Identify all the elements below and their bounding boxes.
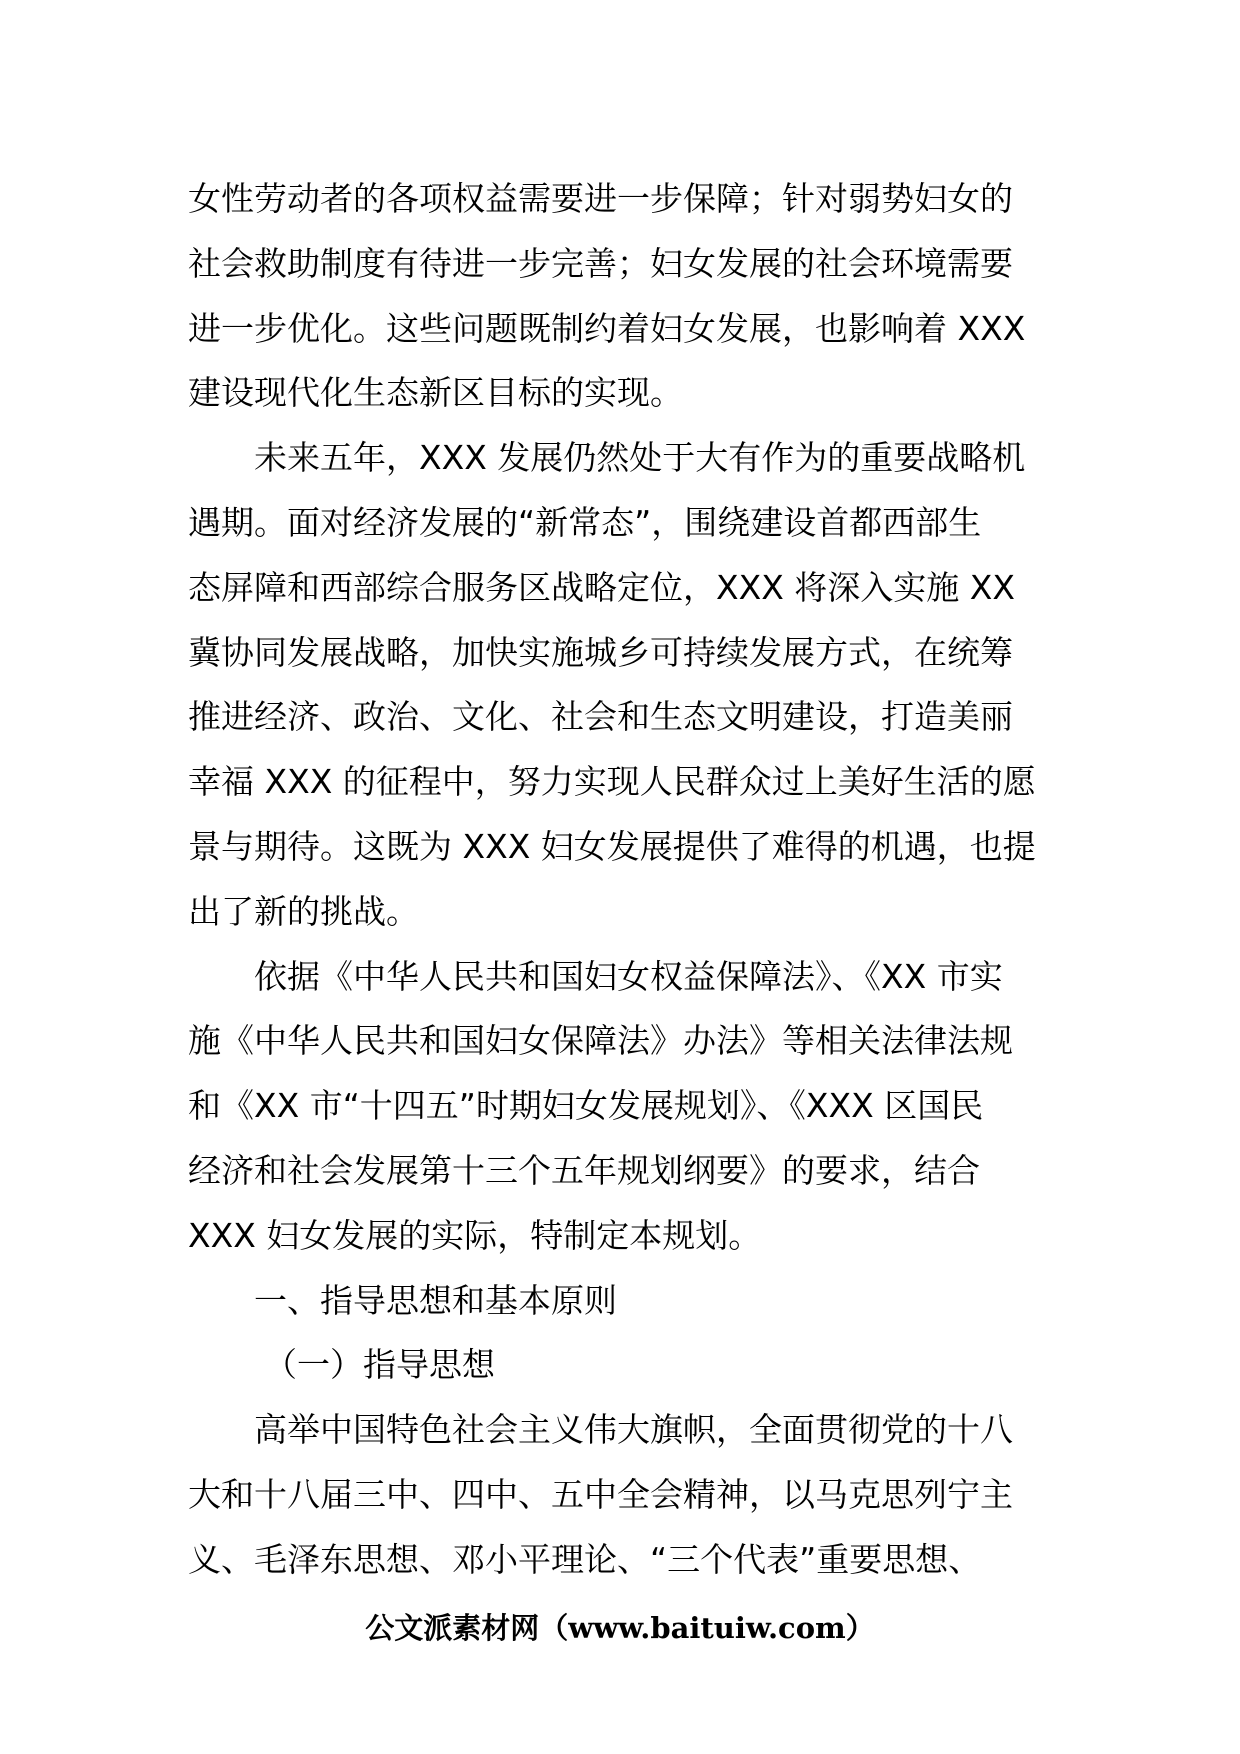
text-line: 经济和社会发展第十三个五年规划纲要》的要求，结合 <box>188 1150 980 1190</box>
text-line: 社会救助制度有待进一步完善；妇女发展的社会环境需要 <box>188 243 1013 283</box>
section-heading: 一、指导思想和基本原则 <box>254 1280 617 1320</box>
text-line: 施《中华人民共和国妇女保障法》办法》等相关法律法规 <box>188 1021 1013 1061</box>
text-line: 进一步优化。这些问题既制约着妇女发展，也影响着 XXX <box>188 308 1026 348</box>
paragraph-start-line: 未来五年，XXX 发展仍然处于大有作为的重要战略机 <box>254 438 1026 478</box>
text-line: 出了新的挑战。 <box>188 891 419 931</box>
footer-watermark: 公文派素材网（www.baituiw.com） <box>365 1611 875 1645</box>
text-line: 推进经济、政治、文化、社会和生态文明建设，打造美丽 <box>188 697 1013 737</box>
text-line: 大和十八届三中、四中、五中全会精神，以马克思列宁主 <box>188 1474 1013 1514</box>
text-line: 冀协同发展战略，加快实施城乡可持续发展方式，在统筹 <box>188 632 1013 672</box>
document-body <box>188 167 1056 1593</box>
text-line: 幸福 XXX 的征程中，努力实现人民群众过上美好生活的愿 <box>188 762 1036 802</box>
text-line: 建设现代化生态新区目标的实现。 <box>188 373 683 413</box>
text-line: XXX 妇女发展的实际，特制定本规划。 <box>188 1215 762 1255</box>
text-line: 女性劳动者的各项权益需要进一步保障；针对弱势妇女的 <box>188 179 1013 218</box>
text-line: 遇期。面对经济发展的“新常态”，围绕建设首都西部生 <box>188 502 982 542</box>
text-line: 义、毛泽东思想、邓小平理论、“三个代表”重要思想、 <box>188 1539 982 1579</box>
text-line: 景与期待。这既为 XXX 妇女发展提供了难得的机遇，也提 <box>188 826 1036 866</box>
paragraph-start-line: 依据《中华人民共和国妇女权益保障法》、《XX 市实 <box>254 956 1003 996</box>
subsection-heading: （一）指导思想 <box>264 1345 495 1385</box>
paragraph-start-line: 高举中国特色社会主义伟大旗帜，全面贯彻党的十八 <box>254 1410 1013 1450</box>
text-line: 态屏障和西部综合服务区战略定位，XXX 将深入实施 XX <box>188 567 1016 607</box>
text-line: 和《XX 市“十四五”时期妇女发展规划》、《XXX 区国民 <box>188 1086 984 1126</box>
